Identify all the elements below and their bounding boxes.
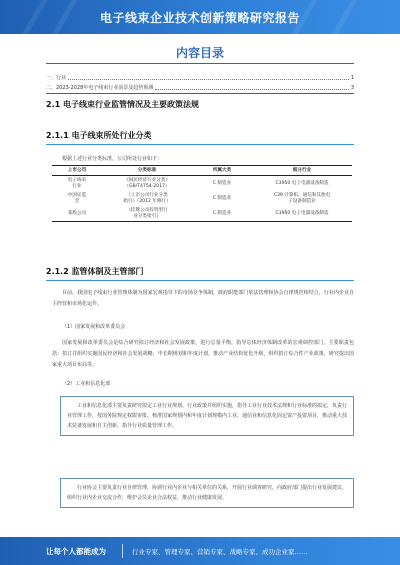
- table-header-cell: 所属大类: [212, 167, 232, 173]
- table-row: [52, 206, 352, 222]
- table-caption: 根据上述行业分类标准，公司所处行业如下：: [62, 156, 163, 162]
- table-cell: 《挂牌公司投资型行 业分类指引》: [126, 207, 168, 219]
- table-cell: 某股公司: [67, 210, 87, 216]
- toc-dots: [155, 89, 349, 90]
- subheading-ndrc: （1）国家发展和改革委员会: [62, 324, 126, 330]
- footer-divider: [122, 544, 123, 558]
- table-cell: C39 计算机、通信和其他电 子设备制造业: [273, 192, 331, 204]
- report-title: 电子线束企业技术创新策略研究报告: [99, 11, 300, 25]
- table-header-cell: 上市公司: [67, 167, 87, 173]
- table-header-cell: 分类标准: [137, 167, 157, 173]
- toc-top-rule: [46, 63, 354, 64]
- table-cell: 《国民经济行业分类》 （GB/T4754-2017）: [124, 177, 170, 189]
- toc-entry-label: 二、2023-2028年电子线束行业前景及趋势预测: [46, 85, 154, 91]
- footer-tagline: 行业专家、管理专家、营销专家、战略专家、成功企业家……: [132, 548, 308, 556]
- toc-entry-page: 3: [350, 85, 354, 91]
- toc-title: 内容目录: [175, 46, 224, 60]
- toc-entry-page: 1: [350, 75, 354, 81]
- table-row: [52, 191, 352, 206]
- toc-entry-label: 一、行业: [46, 75, 67, 81]
- section-heading-2-1: 2.1 电子线束行业监管情况及主要政策法规: [46, 100, 199, 109]
- intro-paragraph: 目前，我国电子线束行业管理体制为国家宏观指导下的市场竞争体制，政府职能部门依法管理和协会自律规范相结合，行业内企业自主经营和市场化运作。: [52, 290, 354, 307]
- table-cell: C 制造业: [212, 195, 232, 201]
- table-cell: 中国证监 会: [67, 192, 87, 204]
- table-cell: C3950 电子电器设备制造: [275, 180, 329, 186]
- table-cell: C3950 电子电器设备制造: [275, 210, 329, 216]
- table-cell: C 制造业: [212, 180, 232, 186]
- table-row: [52, 176, 352, 192]
- industry-classification-table: [52, 165, 352, 222]
- miit-text-box: 工业和信息化部主要负责研究拟定工业行业规划、行业政策并组织实施，指导工业行业技术法规和行业标准的拟定，负责行业管理工作，按国务院规定权限审批、核准国家规划内和年度计划规模内工业、通信业和信息化固定资产投资项目，推动重大技术装备发展和自主创新，指导行业质量管理工作。: [60, 396, 354, 436]
- footer-slogan: 让每个人都能成为: [46, 547, 106, 556]
- section-rule: [46, 144, 354, 145]
- association-text-box: 行业协会主要负责行业自律管理，协调行业内企业与相关单位的关系，开展行业调查研究，向政府部门提出行业发展建议，组织行业内企业交流合作，维护会员企业合法权益，推动行业健康发展。: [60, 478, 354, 508]
- subheading-miit: （2）工业和信息化部: [62, 381, 111, 387]
- section-heading-2-1-2: 2.1.2 监管体制及主管部门: [46, 267, 144, 276]
- table-cell: 《上市公司行业分类 指引》（2012 年修订）: [123, 192, 171, 204]
- report-footer: [0, 537, 400, 565]
- ndrc-paragraph: 国家发展和改革委员会是综合研究拟订经济和社会发展政策，进行总量平衡，指导总体经济体制改革的宏观调控部门，主要职责包括：拟订并组织实施国民经济和社会发展战略、中长期规划和年度计划，推动产业结构优化升级，组织拟订综合性产业政策，研究提出国家重大项目布局等。: [52, 340, 354, 368]
- table-cell: 电子线束 行业: [67, 177, 87, 189]
- toc-entry[interactable]: [46, 74, 354, 81]
- table-cell: C 制造业: [212, 210, 232, 216]
- table-header-row: [52, 166, 352, 176]
- section-rule: [46, 280, 354, 281]
- toc-entry[interactable]: [46, 84, 354, 91]
- table-header-cell: 细分行业: [292, 167, 312, 173]
- toc-bottom-rule: [46, 93, 354, 94]
- report-header: [0, 0, 400, 34]
- section-heading-2-1-1: 2.1.1 电子线束所处行业分类: [46, 131, 152, 140]
- toc-dots: [68, 79, 349, 80]
